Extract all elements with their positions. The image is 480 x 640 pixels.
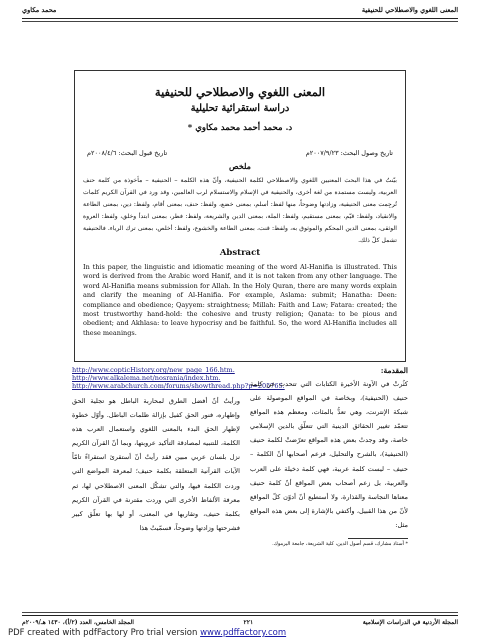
abstract-box [74, 70, 406, 362]
right-column [250, 366, 408, 601]
running-header [22, 4, 458, 16]
accepted-date: تاريخ قبول البحث: ٢٠٠٨/٤/٦م [87, 149, 168, 157]
received-date: تاريخ وصول البحث: ٢٠٠٧/٩/٢٣م [305, 149, 393, 157]
footer-rule-thin [22, 612, 458, 613]
introduction-heading: المقدمة: [380, 366, 408, 375]
article-subtitle: دراسة استقرائية تحليلية [190, 103, 290, 114]
pdf-banner-text: PDF created with pdfFactory Pro trial version [8, 628, 201, 638]
running-header-title: المعنى اللغوي والاصطلاحي للحنيفية [361, 6, 458, 14]
footnote-rule [348, 538, 408, 539]
english-abstract: In this paper, the linguistic and idiomatic meaning of the word Al-Hanifia is illustrated. This word is derived from the Arabic word Hanif, and it is not taken from any other language. The word Al-Hanifia means submission for Allah. In the Holy Quran, there are many words explain and clarify the meaning of Al-Hanifia. For example, Aslama: submit; Hanatha: Deen: compliance and obedience; Qayyem: straightness; Millah: Faith and Law; Fatara: created; the most trustworthy hand-hold: the cohesive and trusty religion; Qanata: to be pious and obedient; and Akhlasa: to leave hypocrisy and be faithful. So, the word Al-Hanifia includes all these meanings. [83, 263, 397, 337]
english-abstract-title: Abstract [219, 248, 261, 258]
arabic-abstract-title: ملخص [229, 161, 251, 171]
page-number: ٢٢١ [243, 618, 254, 626]
reference-links [72, 366, 285, 390]
header-rule [22, 18, 458, 19]
journal-issue: المجلد الخامس، العدد (٢/أ)، ١٤٣٠ هـ/٢٠٠٩م [22, 618, 134, 626]
page-footer [22, 617, 458, 627]
pdf-watermark [8, 628, 472, 638]
reference-link[interactable]: http://www.arabchurch.com/forums/showthread.php?p=205765. [72, 382, 285, 390]
introduction-text: كثُرتْ في الآونة الأخيرة الكتابات التي تتحدث عن كلمة حنيف (الحنيفية)، وبخاصة في المواقع الموصولة على شبكة الإنترنت، وهي تعدُّ بالمئات، ومعظم هذه المواقع تتعمّد تغيير الحقائق الدينية التي تتعلّق بالدين الإسلامي خاصة، وقد وجدتُ بعض هذه المواقع تعرّضتْ لكلمة حنيف (الحنيفية)، بالشرح والتحليل، فزعم أصحابها أنّ الكلمة – حنيف – ليست كلمة عربية، فهي كلمة دخيلة على العرب والعربية، بل زعم أصحاب بعض المواقع أنّ كلمة حنيف معناها النجاسة والقذارة، ولا أستطيع أنّ أدوّن كلّ المواقع لأنّ من هذا القبيل، وأكتفي بالإشارة إلى بعض هذه المواقع مثل: [250, 380, 408, 529]
arabic-abstract: بيّنتُ في هذا البحث المعنيين اللغوي والاصطلاحي لكلمة الحنيفية، وأنّ هذه الكلمة – الحنيفية – مأخوذة من كلمة حنف العربية، وليست مستمدة من لغة أخرى، والحنيفية في الإسلام والاستسلام لرب العالمين، وقد ورد في القرآن الكريم كلمات تُرجِمت معنى الحنيفية، وزادتها وضوحاً، منها لفظ: أسلم، بمعنى خضع، ولفظ: حنف، بمعنى أقام، ولفظ: دين، بمعنى الطاعة والانقياد، ولفظ: قيّم، بمعنى مستقيم، ولفظ: الملة، بمعنى الدين والشريعة، ولفظ: فطر، بمعنى ابتدأ وخلق، ولفظ: العروة الوثقى، بمعنى الدين المحكم والموثوق به، ولفظ: قنت، بمعنى الطاعة والخشوع، ولفظ: أخلص، بمعنى ترك الرياء. فالحنيفية تشمل كلّ ذلك. [83, 177, 397, 244]
footer-rule [22, 615, 458, 616]
article-author: د. محمد أحمد محمد مكاوي * [187, 123, 293, 133]
header-rule-thin [22, 21, 458, 22]
author-footnote: * أستاذ مشارك، قسم أصول الدين، كلية الشريعة، جامعة اليرموك. [272, 541, 408, 548]
left-column [72, 366, 285, 601]
article-dates [87, 149, 393, 157]
article-title: المعنى اللغوي والاصطلاحي للحنيفية [154, 85, 326, 99]
running-header-author: محمد مكاوي [22, 6, 57, 14]
reference-link[interactable]: http://www.alkalema.net/nosrania/index.htm. [72, 374, 221, 382]
left-column-text: ورأيتُ أنّ أفضل الطرق لمحاربة الباطل هو تجلية الحق وإظهاره، فنور الحق كفيل بإزالة ظلمات الباطل. وأوّل خطوة لإظهار الحق البدء بالمعنى اللغوي واستعمال العرب هذه الكلمة، للتنبيه لمصادقة التأكيد عروبتها، وبما أنّ القرآن الكريم نزل بلسان عربي مبين فقد رأيتُ أنّ أستقرئ استقراءً تامّاً الآيات القرآنية المتعلقة بكلمة حنيف؛ لمعرفة المواضع التي وردت الكلمة فيها، والتي تشكّل المعنى الاصطلاحي لها، ثم معرفة الألفاظ الأخرى التي وردت مقترنة في القرآن الكريم بكلمة حنيف، وتقاربها في المعنى، أو لها بها تعلّق كبير فشرحتها وزادتها وضوحاً، فسمّيتُ هذا [72, 397, 240, 532]
journal-name: المجلة الأردنية في الدراسات الإسلامية [362, 618, 458, 626]
reference-link[interactable]: http://www.copticHistory.org/new_page_166.htm. [72, 366, 235, 374]
pdf-banner-link[interactable]: www.pdffactory.com [200, 628, 287, 638]
